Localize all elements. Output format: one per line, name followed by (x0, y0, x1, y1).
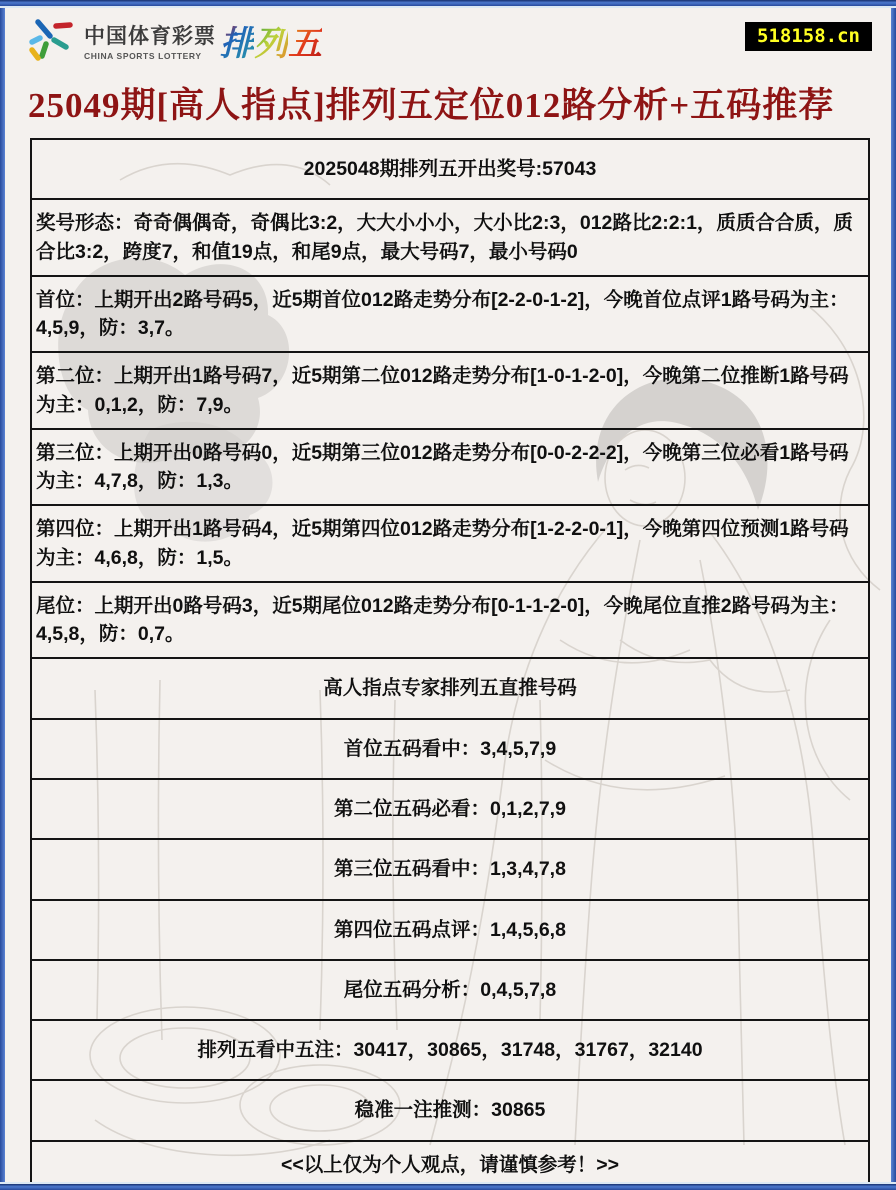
brand-name-en: CHINA SPORTS LOTTERY (84, 51, 202, 61)
product-char: 列 (254, 16, 288, 65)
sports-lottery-icon (26, 14, 78, 62)
row-pos3-analysis: 第三位：上期开出0路号码0，近5期第三位012路走势分布[0-0-2-2-2]，今晚第三位必看1路号码为主：4,7,8，防：1,3。 (32, 430, 868, 507)
row-tail-analysis: 尾位：上期开出0路号码3，近5期尾位012路走势分布[0-1-1-2-0]，今晚尾位直推2路号码为主：4,5,8，防：0,7。 (32, 583, 868, 660)
row-pos2-five-codes: 第二位五码必看：0,1,2,7,9 (32, 780, 868, 840)
left-frame-bar (0, 8, 5, 1182)
row-open-result: 2025048期排列五开出奖号:57043 (32, 140, 868, 200)
right-frame-bar (891, 8, 896, 1182)
row-pos3-five-codes: 第三位五码看中：1,3,4,7,8 (32, 840, 868, 900)
row-disclaimer: <<以上仅为个人观点，请谨慎参考！>> (280, 1153, 620, 1176)
row-number-shape: 奖号形态：奇奇偶偶奇，奇偶比3:2，大大小小小，大小比2:3，012路比2:2:1，质质合合质，质合比3:2，跨度7，和值19点，和尾9点，最大号码7，最小号码0 (32, 200, 868, 277)
row-one-pick: 稳准一注推测：30865 (32, 1081, 868, 1141)
bottom-frame-bar (0, 1182, 896, 1190)
product-char: 排 (220, 16, 254, 65)
row-pos4-five-codes: 第四位五码点评：1,4,5,6,8 (32, 901, 868, 961)
brand-product-logo (220, 14, 322, 65)
site-badge: 518158.cn (745, 22, 872, 51)
row-five-picks: 排列五看中五注：30417，30865，31748，31767，32140 (32, 1021, 868, 1081)
row-pos2-analysis: 第二位：上期开出1路号码7，近5期第二位012路走势分布[1-0-1-2-0]，今晚第二位推断1路号码为主：0,1,2，防：7,9。 (32, 353, 868, 430)
top-frame-bar (0, 0, 896, 8)
row-section-title: 高人指点专家排列五直推号码 (32, 659, 868, 719)
analysis-table (30, 138, 870, 1190)
row-pos1-analysis: 首位：上期开出2路号码5，近5期首位012路走势分布[2-2-0-1-2]，今晚首位点评1路号码为主：4,5,9，防：3,7。 (32, 277, 868, 354)
header (26, 14, 874, 72)
row-tail-five-codes: 尾位五码分析：0,4,5,7,8 (32, 961, 868, 1021)
row-pos4-analysis: 第四位：上期开出1路号码4，近5期第四位012路走势分布[1-2-2-0-1]，今晚第四位预测1路号码为主：4,6,8，防：1,5。 (32, 506, 868, 583)
product-char: 五 (288, 16, 322, 65)
page-title: 25049期[高人指点]排列五定位012路分析+五码推荐 (28, 86, 835, 125)
brand-names (84, 14, 216, 61)
brand-name-cn: 中国体育彩票 (84, 25, 216, 48)
row-pos1-five-codes: 首位五码看中：3,4,5,7,9 (32, 720, 868, 780)
